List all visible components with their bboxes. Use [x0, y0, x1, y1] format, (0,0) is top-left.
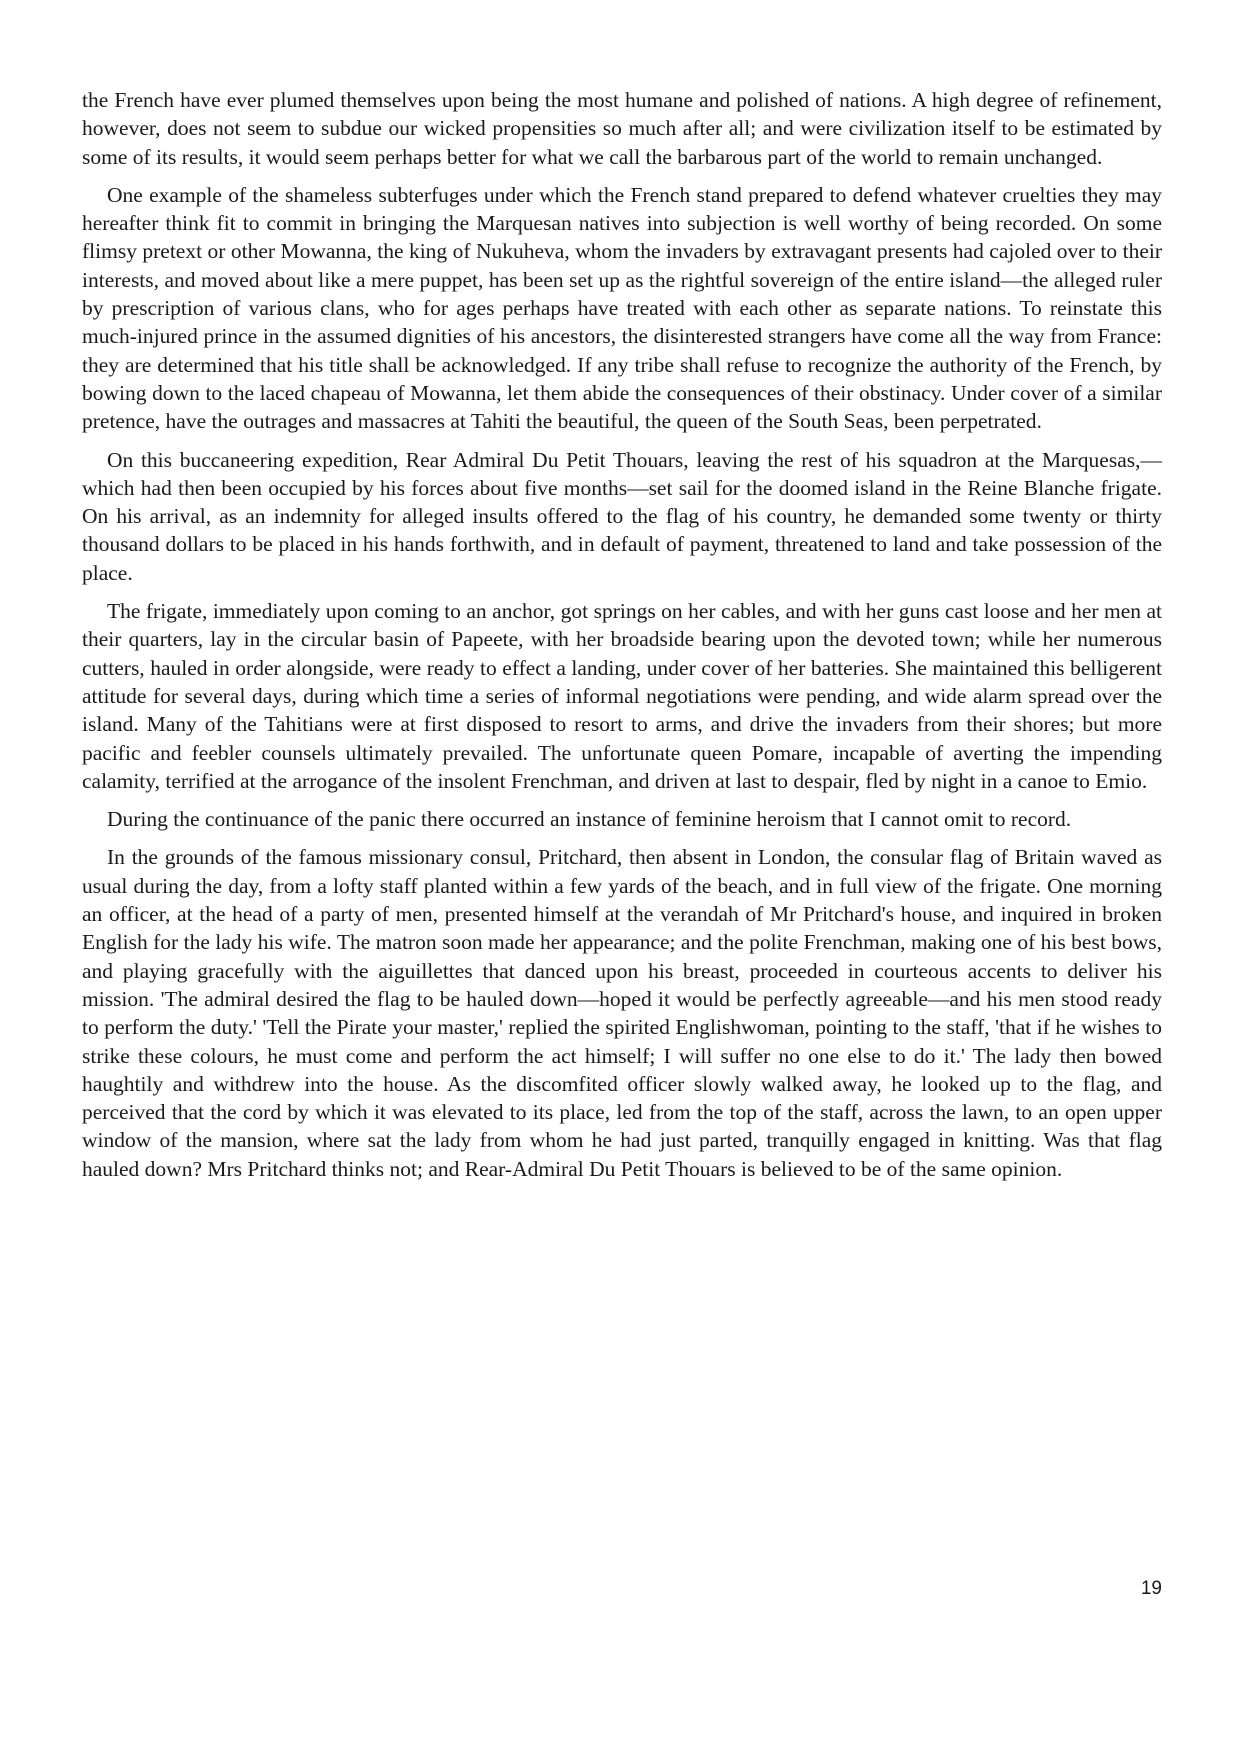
paragraph: The frigate, immediately upon coming to an anchor, got springs on her cables, and with her guns cast loose and her men at their quarters, lay in the circular basin of Papeete, with her broadside bearing upon the devoted town; while her numerous cutters, hauled in order alongside, were ready to effect a landing, under cover of her batteries. She maintained this belligerent attitude for several days, during which time a series of informal negotiations were pending, and wide alarm spread over the island. Many of the Tahitians were at first disposed to resort to arms, and drive the invaders from their shores; but more pacific and feebler counsels ultimately prevailed. The unfortunate queen Pomare, incapable of averting the impending calamity, terrified at the arrogance of the insolent Frenchman, and driven at last to despair, fled by night in a canoe to Emio. [82, 599, 1162, 793]
paragraph: During the continuance of the panic there occurred an instance of feminine heroism that I cannot omit to record. [107, 807, 1072, 832]
paragraph: On this buccaneering expedition, Rear Admiral Du Petit Thouars, leaving the rest of his squadron at the Marquesas,—which had then been occupied by his forces about five months—set sail for the doomed island in the Reine Blanche frigate. On his arrival, as an indemnity for alleged insults offered to the flag of his country, he demanded some twenty or thirty thousand dollars to be placed in his hands forthwith, and in default of payment, threatened to land and take possession of the place. [82, 447, 1162, 585]
paragraph: One example of the shameless subterfuges under which the French stand prepared to defend whatever cruelties they may hereafter think fit to commit in bringing the Marquesan natives into subjection is well worthy of being recorded. On some flimsy pretext or other Mowanna, the king of Nukuheva, whom the invaders by extravagant presents had cajoled over to their interests, and moved about like a mere puppet, has been set up as the rightful sovereign of the entire island—the alleged ruler by prescription of various clans, who for ages perhaps have treated with each other as separate nations. To reinstate this much-injured prince in the assumed dignities of his ancestors, the disinterested strangers have come all the way from France: they are determined that his title shall be acknowledged. If any tribe shall refuse to recognize the authority of the French, by bowing down to the laced chapeau of Mowanna, let them abide the consequences of their obstinacy. Under cover of a similar pretence, have the outrages and massacres at Tahiti the beautiful, the queen of the South Seas, been perpetrated. [82, 182, 1162, 434]
paragraph-continued: the French have ever plumed themselves upon being the most humane and polished of nations. A high degree of refinement, however, does not seem to subdue our wicked propensities so much after all; and were civilization itself to be estimated by some of its results, it would seem perhaps better for what we call the barbarous part of the world to remain unchanged. [82, 88, 1162, 169]
paragraph: In the grounds of the famous missionary consul, Pritchard, then absent in London, the consular flag of Britain waved as usual during the day, from a lofty staff planted within a few yards of the beach, and in full view of the frigate. One morning an officer, at the head of a party of men, presented himself at the verandah of Mr Pritchard's house, and inquired in broken English for the lady his wife. The matron soon made her appearance; and the polite Frenchman, making one of his best bows, and playing gracefully with the aiguillettes that danced upon his breast, proceeded in courteous accents to deliver his mission. 'The admiral desired the flag to be hauled down—hoped it would be perfectly agreeable—and his men stood ready to perform the duty.' 'Tell the Pirate your master,' replied the spirited Englishwoman, pointing to the staff, 'that if he wishes to strike these colours, he must come and perform the act himself; I will suffer no one else to do it.' The lady then bowed haughtily and withdrew into the house. As the discomfited officer slowly walked away, he looked up to the flag, and perceived that the cord by which it was elevated to its place, led from the top of the staff, across the lawn, to an open upper window of the mansion, where sat the lady from whom he had just parted, tranquilly engaged in knitting. Was that flag hauled down? Mrs Pritchard thinks not; and Rear-Admiral Du Petit Thouars is believed to be of the same opinion. [82, 845, 1162, 1181]
page-number: 19 [1140, 1578, 1162, 1599]
body-text [82, 86, 1162, 1193]
